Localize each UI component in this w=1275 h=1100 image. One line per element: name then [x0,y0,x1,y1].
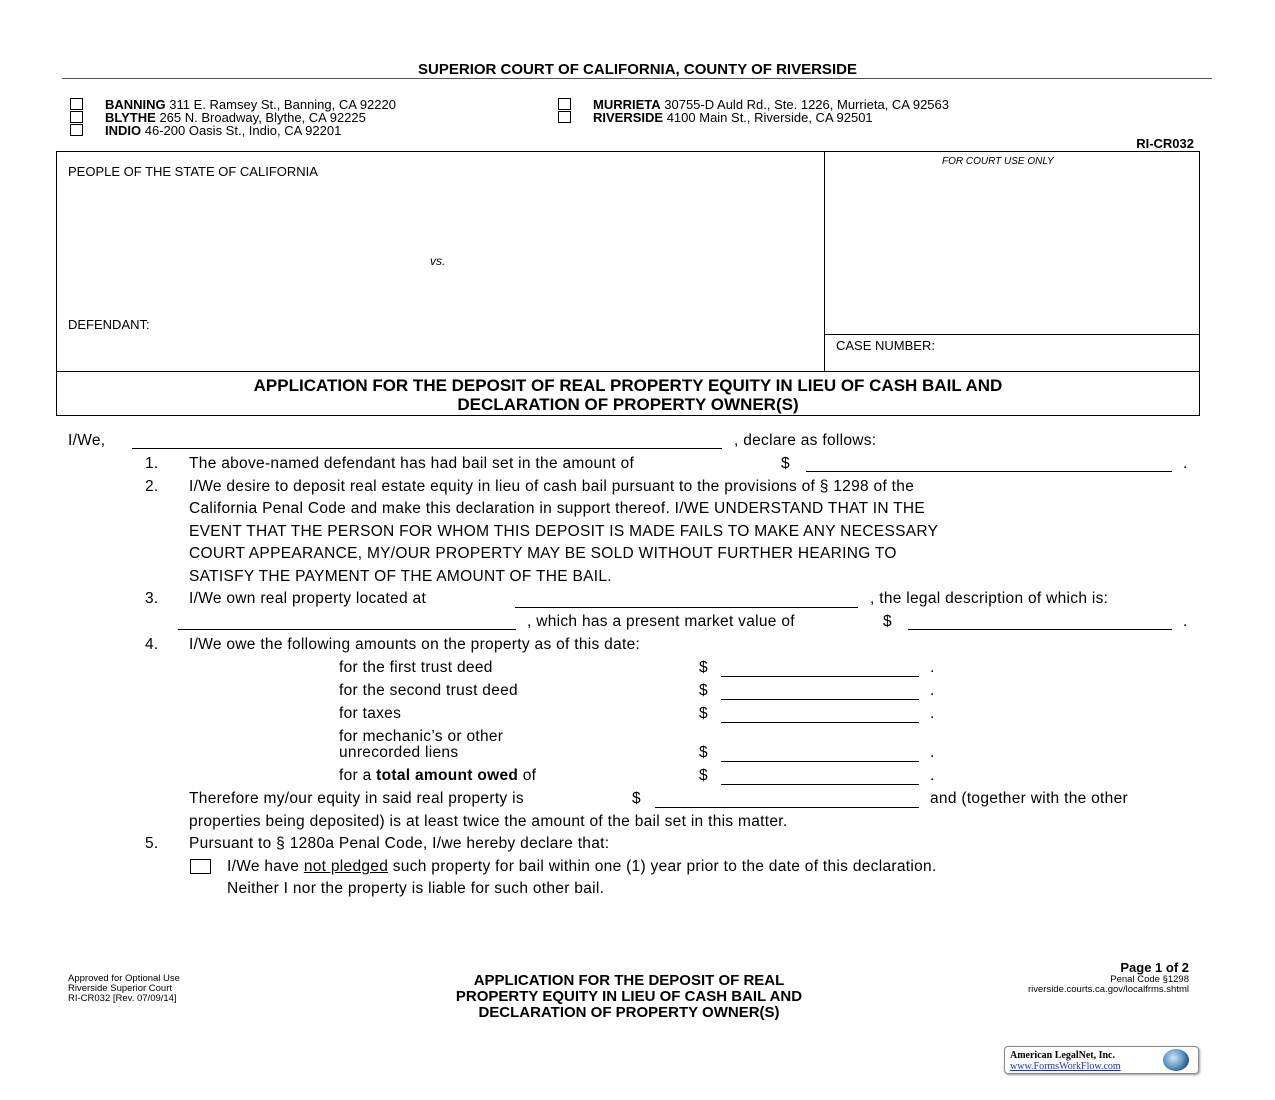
item2-number: 2. [145,478,159,495]
dollar-sign: $ [699,767,708,784]
item3-number: 3. [145,590,159,607]
case-number-label: CASE NUMBER: [836,338,935,353]
banning-checkbox[interactable] [70,98,83,110]
period: . [930,767,935,784]
declarant-name-field[interactable] [132,448,722,449]
liens-label-line1: for mechanic’s or other [339,728,504,745]
not-pledged-checkbox[interactable] [190,859,211,874]
period: . [1183,455,1188,472]
form-id: RI-CR032 [1136,136,1194,151]
defendant-label: DEFENDANT: [68,317,150,332]
item2-line: California Penal Code and make this declaration in support thereof. I/WE UNDERSTAND THAT IN THE [189,500,926,517]
location-blythe: BLYTHE 265 N. Broadway, Blythe, CA 92225 [105,110,366,125]
logo-url-link[interactable]: www.FormsWorkFlow.com [1010,1061,1121,1072]
taxes-field[interactable] [721,722,919,723]
location-murrieta: MURRIETA 30755-D Auld Rd., Ste. 1226, Murrieta, CA 92563 [593,97,949,112]
plaintiff-label: PEOPLE OF THE STATE OF CALIFORNIA [68,164,318,179]
not-pledged-line2: Neither I nor the property is liable for such other bail. [227,880,605,897]
location-banning: BANNING 311 E. Ramsey St., Banning, CA 92220 [105,97,396,112]
iwe-label: I/We, [68,432,106,449]
item5-text: Pursuant to § 1280a Penal Code, I/we hereby declare that: [189,835,610,852]
court-use-label: FOR COURT USE ONLY [942,156,1054,167]
equity-tail-text: and (together with the other [930,790,1128,807]
period: . [930,705,935,722]
taxes-label: for taxes [339,705,402,722]
bail-amount-field[interactable] [806,471,1172,472]
liens-field[interactable] [721,761,919,762]
total-owed-field[interactable] [721,784,919,785]
footer-title-line: APPLICATION FOR THE DEPOSIT OF REAL [473,972,785,989]
riverside-checkbox[interactable] [558,111,571,123]
item2-line: SATISFY THE PAYMENT OF THE AMOUNT OF THE BAIL. [189,568,612,585]
footer-right [1028,960,1189,995]
title-divider [56,371,1200,372]
footer-left-line: RI-CR032 [Rev. 07/09/14] [68,993,177,1004]
market-value-field[interactable] [908,629,1172,630]
footer-approval [68,974,180,1004]
item4-text: I/We owe the following amounts on the property as of this date: [189,636,641,653]
period: . [930,659,935,676]
page-number: Page 1 of 2 [1120,960,1189,975]
indio-checkbox[interactable] [70,124,83,136]
dollar-sign: $ [781,455,790,472]
dollar-sign: $ [699,682,708,699]
first-trust-deed-field[interactable] [721,676,919,677]
footer-left-line: Approved for Optional Use [68,973,180,984]
period: . [1183,613,1188,630]
dollar-sign: $ [699,705,708,722]
globe-icon [1163,1049,1189,1071]
declare-text: , declare as follows: [734,432,877,449]
property-location-field[interactable] [515,607,858,608]
location-riverside: RIVERSIDE 4100 Main St., Riverside, CA 92501 [593,110,873,125]
legal-description-field[interactable] [178,629,516,630]
dollar-sign: $ [699,659,708,676]
item3-legal-text: , the legal description of which is: [870,590,1109,607]
period: . [930,744,935,761]
liens-label-line2: unrecorded liens [339,744,459,761]
footer-left-line: Riverside Superior Court [68,983,173,994]
equity-line2: properties being deposited) is at least twice the amount of the bail set in this matter. [189,813,788,830]
item5-number: 5. [145,835,159,852]
caption-divider [824,151,825,371]
item3-text: I/We own real property located at [189,590,427,607]
first-trust-deed-label: for the first trust deed [339,659,493,676]
item1-number: 1. [145,455,159,472]
not-pledged-text: I/We have not pledged such property for bail within one (1) year prior to the date of this declaration. [227,858,937,875]
penal-code-ref: Penal Code §1298 [1110,974,1189,985]
total-owed-label: for a total amount owed of [339,767,537,784]
item2-line: I/We desire to deposit real estate equity in lieu of cash bail pursuant to the provisions of § 1298 of the [189,478,915,495]
court-url[interactable]: riverside.courts.ca.gov/localfrms.shtml [1027,984,1189,995]
form-title-line1: APPLICATION FOR THE DEPOSIT OF REAL PROPERTY EQUITY IN LIEU OF CASH BAIL AND [253,376,1003,395]
dollar-sign: $ [699,744,708,761]
item2-line: COURT APPEARANCE, MY/OUR PROPERTY MAY BE SOLD WITHOUT FURTHER HEARING TO [189,545,897,562]
item2-line: EVENT THAT THE PERSON FOR WHOM THIS DEPOSIT IS MADE FAILS TO MAKE ANY NECESSARY [189,523,939,540]
logo-company-name: American LegalNet, Inc. [1010,1050,1115,1061]
footer-title-line: PROPERTY EQUITY IN LIEU OF CASH BAIL AND [455,988,803,1005]
location-indio: INDIO 46-200 Oasis St., Indio, CA 92201 [105,123,342,138]
equity-field[interactable] [655,807,919,808]
second-trust-deed-field[interactable] [721,699,919,700]
dollar-sign: $ [632,790,641,807]
footer-title [370,973,888,1021]
item1-text: The above-named defendant has had bail set in the amount of [189,455,635,472]
court-title: SUPERIOR COURT OF CALIFORNIA, COUNTY OF RIVERSIDE [418,61,857,78]
footer-title-line: DECLARATION OF PROPERTY OWNER(S) [478,1004,780,1021]
equity-text: Therefore my/our equity in said real property is [189,790,524,807]
form-title [56,376,1200,414]
case-number-divider [824,334,1200,335]
murrieta-checkbox[interactable] [558,98,571,110]
form-title-line2: DECLARATION OF PROPERTY OWNER(S) [457,395,799,414]
dollar-sign: $ [883,613,892,630]
item4-number: 4. [145,636,159,653]
blythe-checkbox[interactable] [70,111,83,123]
period: . [930,682,935,699]
vs-label: vs. [430,254,446,268]
item3-market-text: , which has a present market value of [527,613,795,630]
header-rule [62,78,1212,79]
second-trust-deed-label: for the second trust deed [339,682,518,699]
